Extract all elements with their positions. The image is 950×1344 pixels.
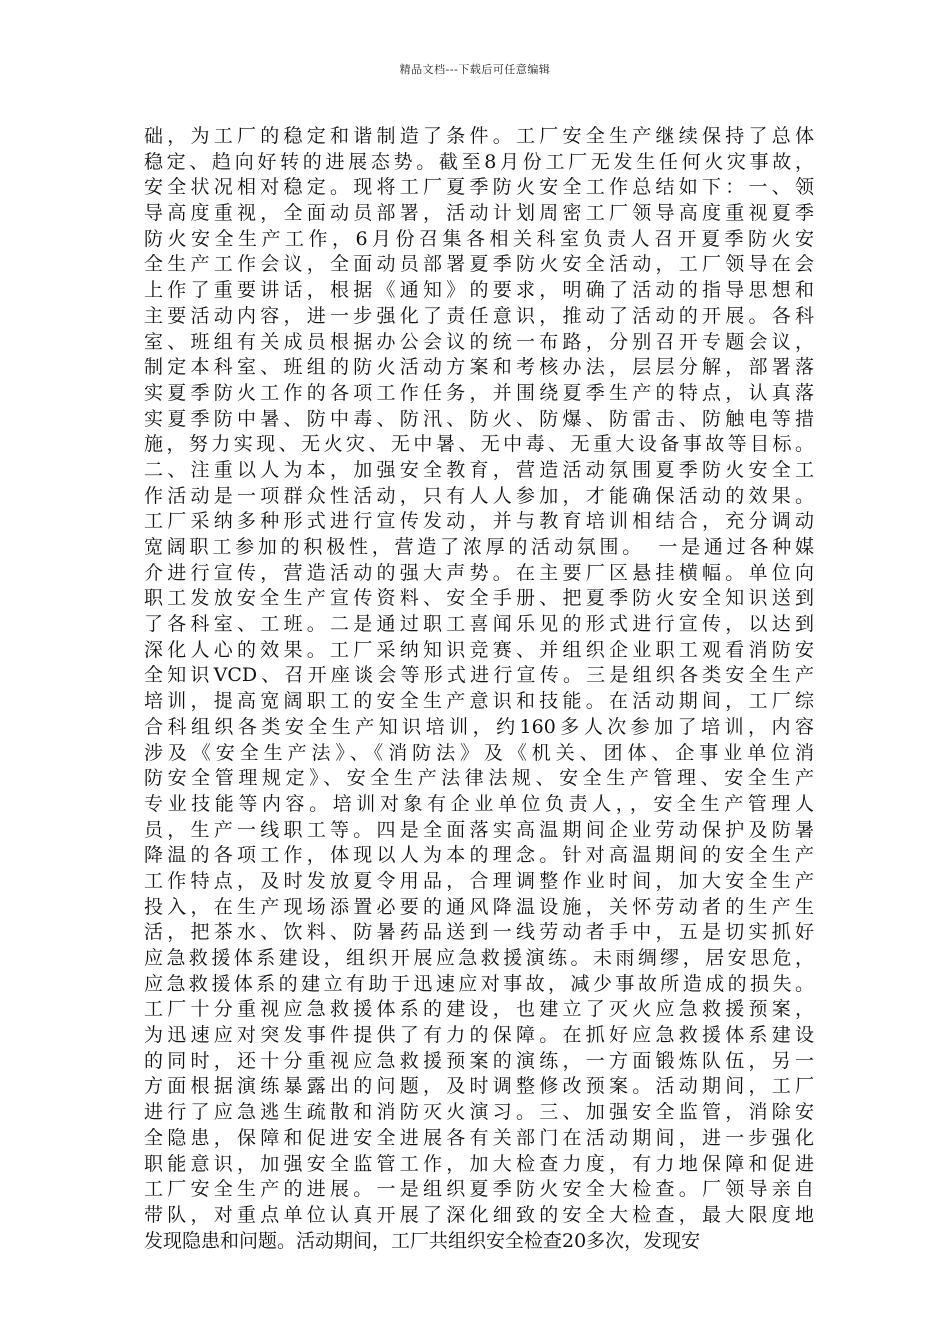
body-line: 施，努力实现、无火灾、无中暑、无中毒、无重大设备事故等目标。 (144, 433, 814, 456)
body-line: 实夏季防中暑、防中毒、防汛、防火、防爆、防雷击、防触电等措 (144, 407, 814, 430)
body-line: 主要活动内容，进一步强化了责任意识，推动了活动的开展。各科 (144, 304, 814, 327)
body-line: 宽阔职工参加的积极性，营造了浓厚的活动氛围。 一是通过各种媒 (144, 536, 814, 558)
body-line: 制定本科室、班组的防火活动方案和考核办法，层层分解，部署落 (144, 356, 814, 379)
body-line: 培训，提高宽阔职工的安全生产意识和技能。在活动期间，工厂综 (144, 690, 814, 713)
body-line: 降温的各项工作，体现以人为本的理念。针对高温期间的安全生产 (144, 844, 814, 867)
body-line: 防安全管理规定》、安全生产法律法规、安全生产管理、安全生产 (144, 767, 814, 790)
body-line: 全生产工作会议，全面动员部署夏季防火安全活动，工厂领导在会 (144, 253, 814, 276)
body-line: 方面根据演练暴露出的问题，及时调整修改预案。活动期间，工厂 (144, 1075, 814, 1098)
body-line: 应急救援体系的建立有助于迅速应对事故，减少事故所造成的损失。 (144, 972, 814, 995)
body-line: 带队，对重点单位认真开展了深化细致的安全大检查，最大限度地 (144, 1203, 814, 1226)
body-line: 深化人心的效果。工厂采纳知识竞赛、并组织企业职工观看消防安 (144, 638, 814, 661)
page-header: 精品文档---下载后可任意编辑 (399, 63, 551, 76)
body-line: 工厂采纳多种形式进行宣传发动，并与教育培训相结合，充分调动 (144, 510, 814, 533)
body-line: 应急救援体系建设，组织开展应急救援演练。未雨绸缪，居安思危， (144, 947, 814, 969)
body-line: 投入，在生产现场添置必要的通风降温设施，关怀劳动者的生产生 (144, 895, 814, 918)
body-line: 涉及《安全生产法》、《消防法》及《机关、团体、企事业单位消 (144, 741, 814, 764)
body-line: 介进行宣传，营造活动的强大声势。在主要厂区悬挂横幅。单位向 (144, 561, 814, 584)
body-line: 合科组织各类安全生产知识培训，约160多人次参加了培训，内容 (144, 715, 814, 738)
body-line: 实夏季防火工作的各项工作任务，并围绕夏季生产的特点，认真落 (144, 381, 814, 404)
body-line: 全隐患，保障和促进安全进展各有关部门在活动期间，进一步强化 (144, 1126, 814, 1149)
body-line: 上作了重要讲话，根据《通知》的要求，明确了活动的指导思想和 (144, 279, 814, 302)
body-line: 专业技能等内容。培训对象有企业单位负责人，，安全生产管理人 (144, 792, 814, 815)
body-line: 工厂安全生产的进展。一是组织夏季防火安全大检查。厂领导亲自 (144, 1178, 814, 1201)
body-line: 职能意识，加强安全监管工作，加大检查力度，有力地保障和促进 (144, 1152, 814, 1175)
body-line: 工作特点，及时发放夏令用品，合理调整作业时间，加大安全生产 (144, 869, 814, 892)
body-line: 础，为工厂的稳定和谐制造了条件。工厂安全生产继续保持了总体 (144, 125, 814, 147)
body-line: 了各科室、工班。二是通过职工喜闻乐见的形式进行宣传，以达到 (144, 613, 814, 636)
body-line: 安全状况相对稳定。现将工厂夏季防火安全工作总结如下：一、领 (144, 176, 814, 199)
body-line: 二、注重以人为本，加强安全教育，营造活动氛围夏季防火安全工 (144, 458, 814, 481)
body-line: 的同时，还十分重视应急救援预案的演练，一方面锻炼队伍，另一 (144, 1049, 814, 1072)
body-line: 室、班组有关成员根据办公会议的统一布路，分别召开专题会议， (144, 330, 814, 353)
document-body (144, 124, 814, 1254)
body-line: 职工发放安全生产宣传资料、安全手册、把夏季防火安全知识送到 (144, 587, 814, 610)
body-line: 作活动是一项群众性活动，只有人人参加，才能确保活动的效果。 (144, 484, 814, 507)
body-line: 全知识VCD、召开座谈会等形式进行宣传。三是组织各类安全生产 (144, 664, 814, 687)
body-line: 发现隐患和问题。活动期间，工厂共组织安全检查20多次，发现安 (144, 1229, 701, 1252)
body-line: 员，生产一线职工等。四是全面落实高温期间企业劳动保护及防暑 (144, 818, 814, 841)
body-line: 工厂十分重视应急救援体系的建设，也建立了灭火应急救援预案， (144, 998, 814, 1021)
body-line: 导高度重视，全面动员部署，活动计划周密工厂领导高度重视夏季 (144, 202, 814, 225)
body-line: 进行了应急逃生疏散和消防灭火演习。三、加强安全监管，消除安 (144, 1101, 814, 1124)
body-line: 稳定、趋向好转的进展态势。截至8月份工厂无发生任何火灾事故， (144, 150, 814, 173)
body-line: 防火安全生产工作，6月份召集各相关科室负责人召开夏季防火安 (144, 227, 814, 250)
body-line: 活，把茶水、饮料、防暑药品送到一线劳动者手中，五是切实抓好 (144, 921, 814, 944)
body-line: 为迅速应对突发事件提供了有力的保障。在抓好应急救援体系建设 (144, 1024, 814, 1047)
